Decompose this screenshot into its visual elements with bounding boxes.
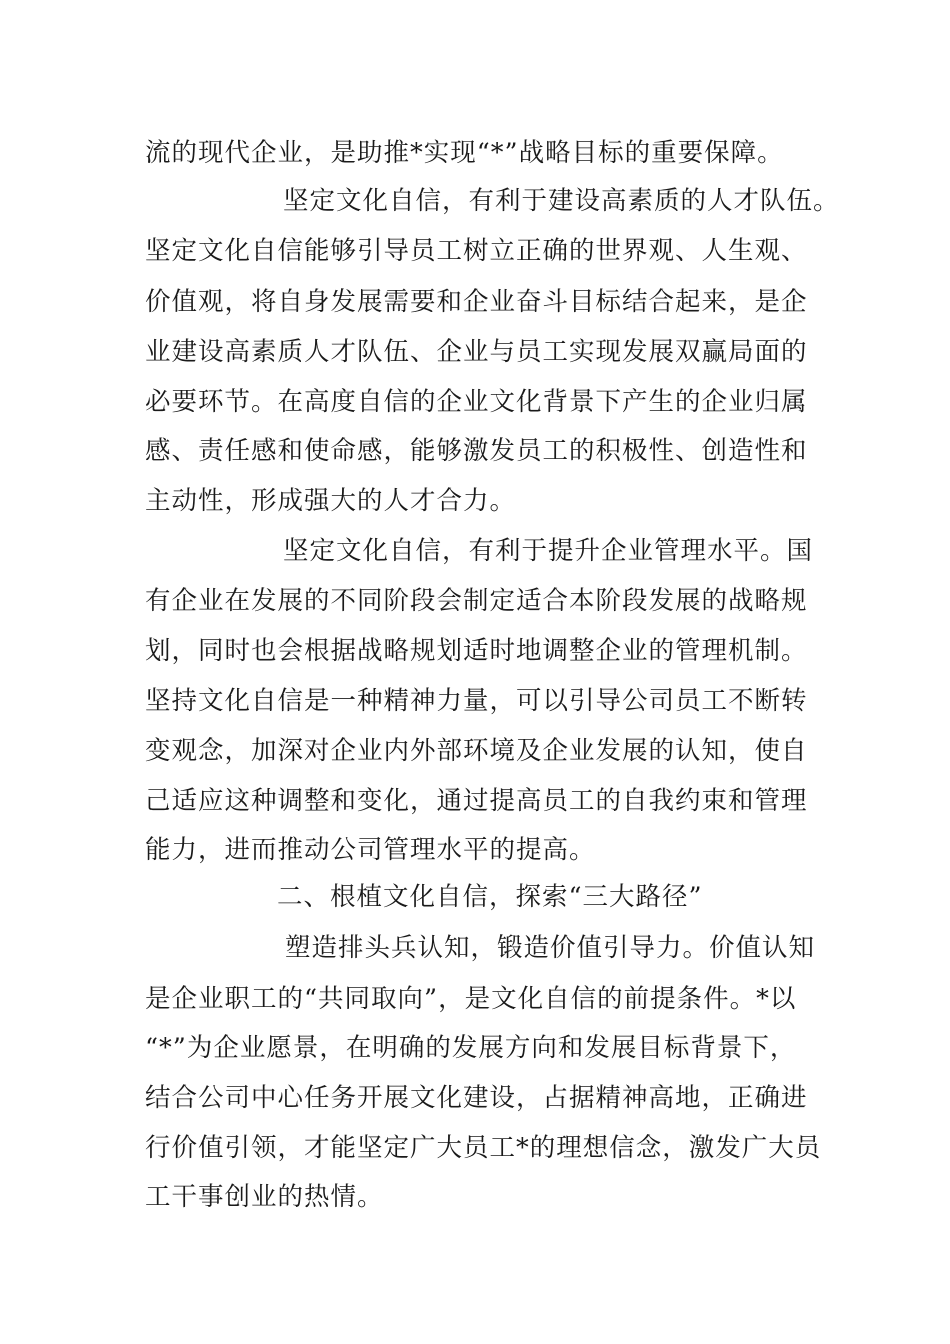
text-line: 主动性，形成强大的人才合力。 bbox=[145, 486, 517, 516]
text-line: 是企业职工的“共同取向”，是文化自信的前提条件。*以 bbox=[145, 984, 797, 1014]
text-line: “*”为企业愿景，在明确的发展方向和发展目标背景下， bbox=[145, 1033, 797, 1063]
paragraph-lead-line: 塑造排头兵认知，锻造价值引导力。价值认知 bbox=[285, 933, 816, 963]
text-line: 结合公司中心任务开展文化建设，占据精神高地，正确进 bbox=[145, 1083, 808, 1113]
text-line: 划，同时也会根据战略规划适时地调整企业的管理机制。 bbox=[145, 636, 808, 666]
text-line: 感、责任感和使命感，能够激发员工的积极性、创造性和 bbox=[145, 436, 808, 466]
text-line: 变观念，加深对企业内外部环境及企业发展的认知，使自 bbox=[145, 736, 808, 766]
text-line: 流的现代企业，是助推*实现“*”战略目标的重要保障。 bbox=[145, 138, 784, 168]
text-line: 行价值引领，才能坚定广大员工*的理想信念，激发广大员 bbox=[145, 1133, 822, 1163]
text-line: 有企业在发展的不同阶段会制定适合本阶段发展的战略规 bbox=[145, 586, 808, 616]
section-heading: 二、根植文化自信，探索“三大路径” bbox=[277, 882, 703, 912]
paragraph-lead-line: 坚定文化自信，有利于提升企业管理水平。国 bbox=[283, 536, 814, 566]
text-line: 价值观，将自身发展需要和企业奋斗目标结合起来，是企 bbox=[145, 287, 808, 317]
text-line: 业建设高素质人才队伍、企业与员工实现发展双赢局面的 bbox=[145, 337, 808, 367]
text-line: 己适应这种调整和变化，通过提高员工的自我约束和管理 bbox=[145, 786, 808, 816]
text-line: 坚持文化自信是一种精神力量，可以引导公司员工不断转 bbox=[145, 686, 808, 716]
paragraph-lead-line: 坚定文化自信，有利于建设高素质的人才队伍。 bbox=[283, 186, 840, 216]
text-line: 坚定文化自信能够引导员工树立正确的世界观、人生观、 bbox=[145, 236, 808, 266]
text-line: 能力，进而推动公司管理水平的提高。 bbox=[145, 835, 596, 865]
text-line: 工干事创业的热情。 bbox=[145, 1182, 384, 1212]
text-line: 必要环节。在高度自信的企业文化背景下产生的企业归属 bbox=[145, 387, 808, 417]
